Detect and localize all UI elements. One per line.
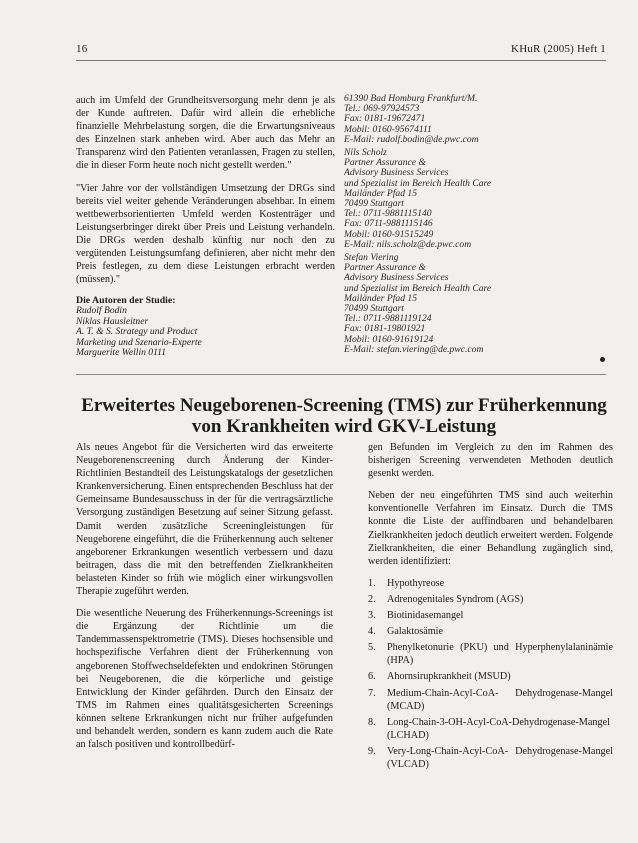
paragraph: "Vier Jahre vor der vollständigen Umsetzung der DRGs sind bereits viel weiter gehende Veränderungen absehbar. In einem wettbewerbsorientierten Umfeld werden Kostenträger und Leistungserbringer direkt über Preis und Leistung verhandeln. Die DRGs werden deshalb künftig nur noch den zu vergütenden Leistungsumfang definieren, aber nicht mehr den Preis festlegen, zu dem diese Leistungen erbracht werden (müssen)." <box>76 182 335 286</box>
end-mark <box>600 357 605 362</box>
list-number: 1. <box>368 577 376 589</box>
list-text: Biotinidasemangel <box>387 610 464 622</box>
paragraph: gen Befunden im Vergleich zu den im Rahmen des bisherigen Screening verwendeten Methoden deutlich gesenkt werden. <box>368 442 613 480</box>
list-item <box>368 687 613 713</box>
contact-line: Tel.: 069-97924573 <box>344 104 420 115</box>
contact-block <box>344 94 612 145</box>
target-disease-list <box>368 577 613 771</box>
contact-line: Tel.: 0711-9881119124 <box>344 314 432 325</box>
paragraph: auch im Umfeld der Grundheitsversorgung mehr denn je als der Kunde auftreten. Dafür wird allein die erhebliche finanzielle Mehrbelastung sorgen, die die Erwartungsniveaus des Einzelnen stark anheben wird. Aber auch das Mehr an Transparenz wird den Patienten veranlassen, Fragen zu stellen, die in dieser Form heute noch nicht gestellt werden." <box>76 95 335 172</box>
author-line: Marketing und Szenario-Experte <box>76 336 202 348</box>
contact-line: Partner Assurance & <box>344 263 426 274</box>
contact-line: Mailänder Pfad 15 <box>344 293 418 304</box>
contact-line: 61390 Bad Homburg Frankfurt/M. <box>344 94 478 104</box>
author-line: Marguerite Wellin 0111 <box>76 346 167 358</box>
list-text: Very-Long-Chain-Acyl-CoA- Dehydrogenase-Mangel (VLCAD) <box>387 745 613 770</box>
author-line: Rudolf Bodin <box>76 305 127 317</box>
contact-block <box>344 253 612 355</box>
list-item <box>368 716 613 742</box>
list-text: Hypothyreose <box>387 577 445 589</box>
list-text: Medium-Chain-Acyl-CoA- Dehydrogenase-Mangel (MCAD) <box>387 687 613 712</box>
contact-line: Mailänder Pfad 15 <box>344 188 418 199</box>
contact-line: Tel.: 0711-9881115140 <box>344 209 432 220</box>
author-line: A. T. & S. Strategy und Product <box>76 326 198 338</box>
contact-line: Advisory Business Services <box>344 273 449 284</box>
list-item <box>368 593 613 606</box>
contact-line: 70499 Stuttgart <box>344 199 404 210</box>
list-item <box>368 577 613 590</box>
contact-line: Stefan Viering <box>344 253 399 264</box>
list-number: 7. <box>368 687 376 699</box>
left-column <box>76 94 335 358</box>
paragraph: Als neues Angebot für die Versicherten wird das erweiterte Neugeborenenscreening durch Änderung der Kinder-Richtlinien Bestandteil des Leistungskatalogs der gesetzlichen Krankenversicherung. Einen entsprechenden Beschluss hat der Gemeinsame Bundesausschuss in der für die vertragsärztliche Versorgung zuständigen Besetzung auf seiner Sitzung gefasst. Damit werden zusätzliche Screeningleistungen für Neugeborene eingeführt, die die Früherkennung auch seltener angeborener Erkrankungen wesentlich verbessern und dazu beitragen, dass die mit den betreffenden Zielkrankheiten belasteten Kinder so früh wie möglich einer wirkungsvollen Therapie zugeführt werden. <box>76 442 333 598</box>
contact-line: und Spezialist im Bereich Health Care <box>344 178 492 189</box>
list-number: 8. <box>368 716 376 728</box>
contact-line: E-Mail: nils.scholz@de.pwc.com <box>344 239 472 250</box>
list-item <box>368 670 613 683</box>
contact-line: Mobil: 0160-95674111 <box>344 124 432 135</box>
journal-reference: KHuR (2005) Heft 1 <box>511 43 606 55</box>
list-item <box>368 745 613 771</box>
list-text: Adrenogenitales Syndrom (AGS) <box>387 593 524 605</box>
list-number: 2. <box>368 593 376 605</box>
author-line: Niklas Hausleitner <box>76 315 149 327</box>
header-rule <box>76 60 606 61</box>
contact-line: 70499 Stuttgart <box>344 304 404 315</box>
authors-heading: Die Autoren der Studie: <box>76 295 176 307</box>
article-column-2 <box>368 441 613 774</box>
list-text: Galaktosämie <box>387 626 444 638</box>
contact-line: E-Mail: rudolf.bodin@de.pwc.com <box>344 134 479 145</box>
list-text: Phenylketonurie (PKU) und Hyperphenylalaninämie (HPA) <box>387 642 613 667</box>
contact-line: Fax: 0181-19801921 <box>344 324 426 335</box>
list-item <box>368 609 613 622</box>
contact-column <box>344 94 612 358</box>
contact-line: Nils Scholz <box>344 148 387 159</box>
list-number: 9. <box>368 745 376 757</box>
contact-line: Partner Assurance & <box>344 158 426 169</box>
list-number: 5. <box>368 642 376 654</box>
paragraph: Neben der neu eingeführten TMS sind auch weiterhin konventionelle Verfahren im Einsatz. Durch die TMS konnte die Liste der auffindbaren und behandelbaren Zielkrankheiten jedoch deutlich erweitert werden. Folgende Zielkrankheiten, die einer Behandlung zugänglich sind, werden identifiziert: <box>368 490 613 567</box>
contact-line: Fax: 0181-19672471 <box>344 114 426 125</box>
list-text: Ahornsirupkrankheit (MSUD) <box>387 671 511 683</box>
contact-line: Mobil: 0160-91515249 <box>344 229 434 240</box>
article-column-1 <box>76 441 333 760</box>
article-title: Erweitertes Neugeborenen-Screening (TMS) zur Früherkennung von Krankheiten wird GKV-Leistung <box>81 395 607 437</box>
list-item <box>368 641 613 667</box>
contact-line: E-Mail: stefan.viering@de.pwc.com <box>344 344 484 355</box>
list-number: 4. <box>368 626 376 638</box>
contact-block <box>344 148 612 250</box>
list-number: 6. <box>368 671 376 683</box>
section-rule <box>76 374 606 375</box>
list-text: Long-Chain-3-OH-Acyl-CoA-Dehydrogenase-Mangel (LCHAD) <box>387 716 610 741</box>
contact-line: und Spezialist im Bereich Health Care <box>344 283 492 294</box>
contact-line: Mobil: 0160-91619124 <box>344 334 434 345</box>
contact-line: Advisory Business Services <box>344 168 449 179</box>
list-number: 3. <box>368 610 376 622</box>
running-header <box>76 43 606 59</box>
list-item <box>368 625 613 638</box>
contact-line: Fax: 0711-9881115146 <box>344 219 433 230</box>
paragraph: Die wesentliche Neuerung des Früherkennungs-Screenings ist die Ergänzung der Richtlinie um die Tandemmassenspektrometrie (TMS). Dieses hochsensible und hochspezifische Verfahren dient der Früherkennung von angeborenen Stoffwechseldefekten und endokrinen Störungen bei Neugeborenen, die die körperliche und geistige Entwicklung der Kinder gefährden. Durch den Einsatz der TMS im Rahmen eines qualitätsgesicherten Screenings können seltene Erkrankungen nicht nur früher aufgefunden und behandelt werden, sondern es kann zudem auch die Rate an falsch positiven und kontrollbedürf- <box>76 608 333 751</box>
page-number: 16 <box>76 43 88 55</box>
